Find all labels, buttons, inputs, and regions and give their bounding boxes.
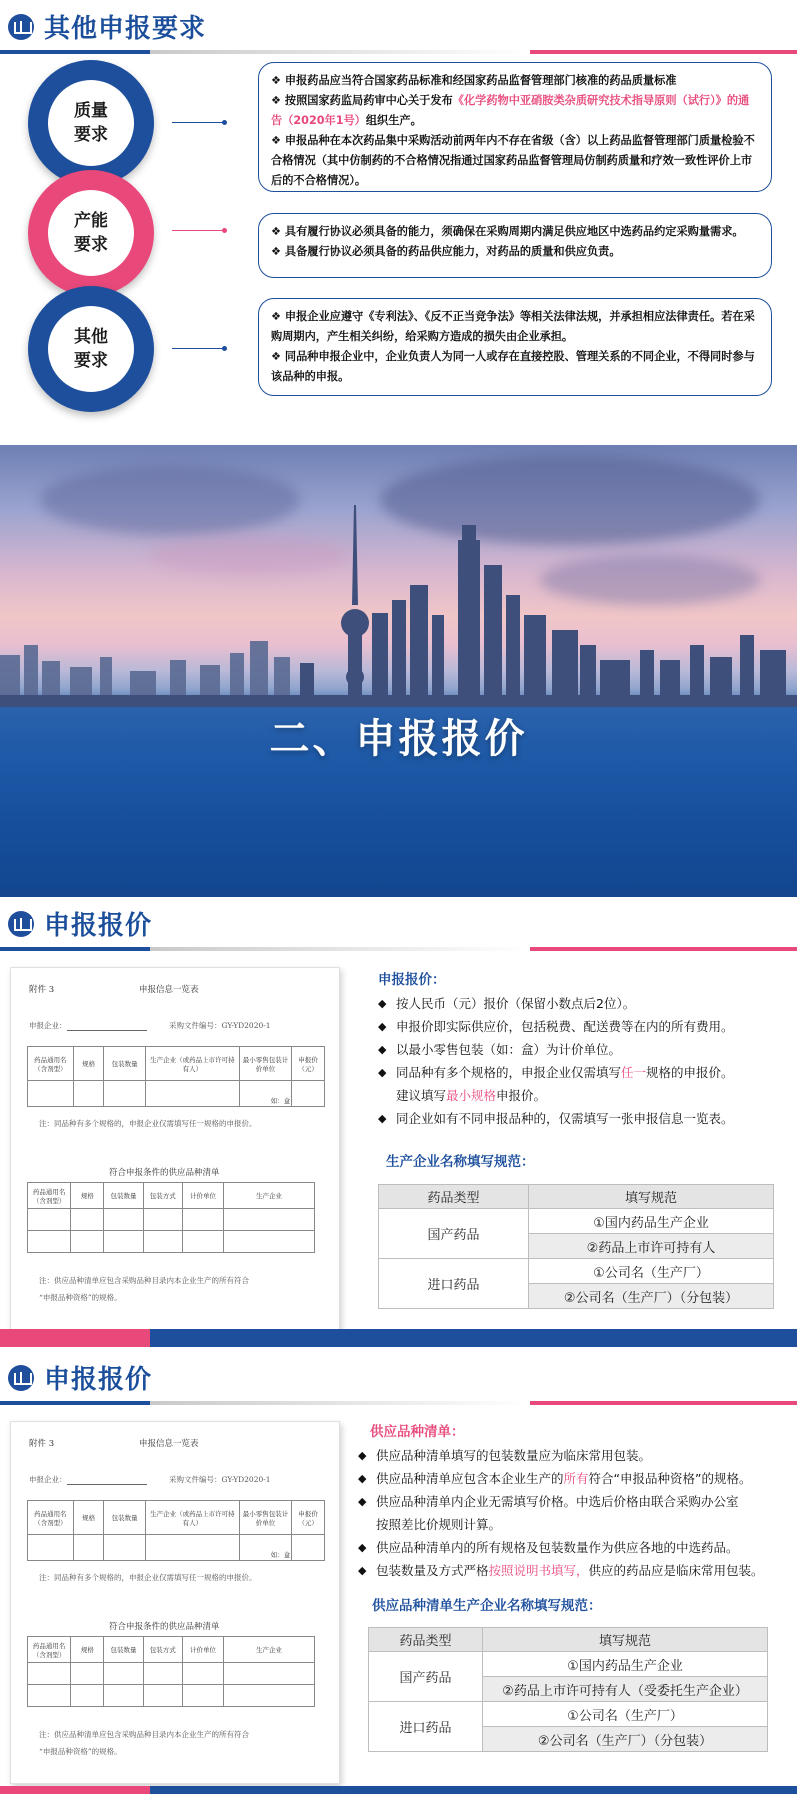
slide-title: 其他申报要求 bbox=[44, 14, 207, 44]
capacity-requirement-box: ❖ 具有履行协议必须具备的能力，须确保在采购周期内满足供应地区中选药品约定采购量需求。 ❖ 具备履行协议必须具备的药品供应能力，对药品的质量和供应负责。 bbox=[258, 213, 772, 278]
bid-info-table: 药品通用名（含剂型） 规格 包装数量 生产企业（或药品上市许可持有人） 最小零售包装计价单位 申报价（元） 如：盒 bbox=[27, 1046, 325, 1107]
slide-other-requirements bbox=[0, 0, 797, 425]
bid-info-form-image bbox=[10, 967, 340, 1330]
circle-label: 产能 bbox=[74, 211, 108, 231]
bullet-item: ◆ 供应品种清单内企业无需填写价格。中选后价格由联合采购办公室 bbox=[358, 1490, 792, 1513]
bullet-item: ◆ 按人民币（元）报价（保留小数点后2位）。 bbox=[378, 992, 788, 1015]
doc-note: 注：供应品种清单应包含采购品种目录内本企业生产的所有符合 bbox=[39, 1276, 249, 1285]
skyline-silhouette bbox=[0, 445, 797, 897]
section-heading: 申报报价： bbox=[378, 972, 446, 988]
bullet-item: ◆ 同企业如有不同申报品种的，仅需填写一张申报信息一览表。 bbox=[378, 1107, 788, 1130]
capacity-requirement-circle bbox=[28, 170, 154, 296]
slide-header bbox=[0, 897, 797, 957]
connector-line bbox=[172, 122, 224, 123]
bullet-item: ◆ 同品种有多个规格的，申报企业仅需填写任一规格的申报价。 bbox=[378, 1061, 788, 1084]
doc-note: 注：供应品种清单应包含采购品种目录内本企业生产的所有符合 bbox=[39, 1730, 249, 1739]
section-heading: 供应品种清单： bbox=[370, 1424, 465, 1440]
bullet-item: ◆ 供应品种清单内的所有规格及包装数量作为供应各地的中选药品。 bbox=[358, 1536, 792, 1559]
circle-label: 要求 bbox=[74, 125, 108, 145]
bid-info-form-image bbox=[10, 1421, 340, 1784]
table-title: 供应品种清单生产企业名称填写规范： bbox=[372, 1598, 602, 1614]
header-divider bbox=[0, 947, 797, 951]
slide-title: 申报报价 bbox=[44, 1365, 153, 1395]
slide-header bbox=[0, 0, 797, 60]
doc-attachment-label: 附件 3 bbox=[29, 985, 55, 995]
book-icon bbox=[8, 911, 34, 937]
section-cover-slide bbox=[0, 445, 797, 897]
bid-info-table: 药品通用名（含剂型） 规格 包装数量 生产企业（或药品上市许可持有人） 最小零售包装计价单位 申报价（元） 如：盒 bbox=[27, 1500, 325, 1561]
bullet-item: ◆ 申报价即实际供应价，包括税费、配送费等在内的所有费用。 bbox=[378, 1015, 788, 1038]
other-requirement-circle bbox=[28, 286, 154, 412]
bullet-item: ◆ 包装数量及方式严格按照说明书填写，供应的药品应是临床常用包装。 bbox=[358, 1559, 792, 1582]
doc-attachment-label: 附件 3 bbox=[29, 1439, 55, 1449]
doc-note: “申报品种资格”的规格。 bbox=[39, 1293, 122, 1302]
circle-label: 质量 bbox=[74, 101, 108, 121]
bullet-continuation: 按照差比价规则计算。 bbox=[376, 1517, 502, 1532]
quality-requirement-box: ❖ 申报药品应当符合国家药品标准和经国家药品监督管理部门核准的药品质量标准 ❖ 按照国家药监局药审中心关于发布《化学药物中亚硝胺类杂质研究技术指导原则（试行）》的通告（2020年1号）组织生产。 ❖ 申报品种在本次药品集中采购活动前两年内不存在省级（含）以上药品监督管理部门质量检验不合格情况（其中仿制药的不合格情况指通过国家药品监督管理局仿制药质量和疗效一致性评价上市后的不合格情况）。 bbox=[258, 62, 772, 192]
doc-subtitle: 符合申报条件的供应品种清单 bbox=[109, 1168, 220, 1178]
bullet-item: ◆ 供应品种清单填写的包装数量应为临床常用包装。 bbox=[358, 1444, 792, 1467]
circle-label: 要求 bbox=[74, 351, 108, 371]
footer-stripe bbox=[0, 1786, 797, 1794]
supply-list-table: 药品通用名（含剂型） 规格 包装数量 包装方式 计价单位 生产企业 bbox=[27, 1636, 315, 1707]
doc-note: 注：同品种有多个规格的，申报企业仅需填写任一规格的申报价。 bbox=[39, 1119, 257, 1128]
section-title: 二、申报报价 bbox=[269, 716, 528, 762]
bullet-item: ◆ 供应品种清单应包含本企业生产的所有符合“申报品种资格”的规格。 bbox=[358, 1467, 792, 1490]
footer-stripe bbox=[0, 1329, 797, 1347]
doc-title: 申报信息一览表 bbox=[139, 985, 199, 995]
book-icon bbox=[8, 1365, 34, 1391]
slide-title: 申报报价 bbox=[44, 911, 153, 941]
bullet-continuation: 建议填写最小规格申报价。 bbox=[396, 1088, 547, 1103]
slide-header bbox=[0, 1351, 797, 1411]
bid-quote-text bbox=[378, 969, 788, 1130]
connector-line bbox=[172, 348, 224, 349]
doc-note: “申报品种资格”的规格。 bbox=[39, 1747, 122, 1756]
supply-list-text bbox=[358, 1421, 792, 1582]
book-icon bbox=[8, 14, 34, 40]
doc-subtitle: 符合申报条件的供应品种清单 bbox=[109, 1622, 220, 1632]
connector-line bbox=[172, 230, 224, 231]
doc-title: 申报信息一览表 bbox=[139, 1439, 199, 1449]
supply-list-table: 药品通用名（含剂型） 规格 包装数量 包装方式 计价单位 生产企业 bbox=[27, 1182, 315, 1253]
circle-label: 要求 bbox=[74, 235, 108, 255]
manufacturer-name-spec-table: 药品类型 填写规范 国产药品 ①国内药品生产企业 ②药品上市许可持有人 进口药品 ①公司名（生产厂） ②公司名（生产厂）（分包装） bbox=[378, 1184, 774, 1309]
bullet-item: ◆ 以最小零售包装（如：盒）为计价单位。 bbox=[378, 1038, 788, 1061]
doc-number: 采购文件编号：GY-YD2020-1 bbox=[169, 1475, 271, 1484]
supply-manufacturer-spec-table: 药品类型 填写规范 国产药品 ①国内药品生产企业 ②药品上市许可持有人（受委托生产企业） 进口药品 ①公司名（生产厂） ②公司名（生产厂）（分包装） bbox=[368, 1627, 768, 1752]
doc-note: 注：同品种有多个规格的，申报企业仅需填写任一规格的申报价。 bbox=[39, 1573, 257, 1582]
header-divider bbox=[0, 50, 797, 54]
table-title: 生产企业名称填写规范： bbox=[386, 1154, 535, 1170]
doc-number: 采购文件编号：GY-YD2020-1 bbox=[169, 1021, 271, 1030]
slide-bid-quote bbox=[0, 897, 797, 1347]
quality-requirement-circle bbox=[28, 60, 154, 186]
doc-company-field: 申报企业： bbox=[29, 1020, 147, 1031]
slide-supply-list bbox=[0, 1351, 797, 1794]
doc-company-field: 申报企业： bbox=[29, 1474, 147, 1485]
header-divider bbox=[0, 1401, 797, 1405]
circle-label: 其他 bbox=[74, 327, 108, 347]
other-requirement-box: ❖ 申报企业应遵守《专利法》、《反不正当竞争法》等相关法律法规，并承担相应法律责任。若在采购周期内，产生相关纠纷，给采购方造成的损失由企业承担。 ❖ 同品种申报企业中，企业负责人为同一人或存在直接控股、管理关系的不同企业，不得同时参与该品种的申报。 bbox=[258, 298, 772, 396]
